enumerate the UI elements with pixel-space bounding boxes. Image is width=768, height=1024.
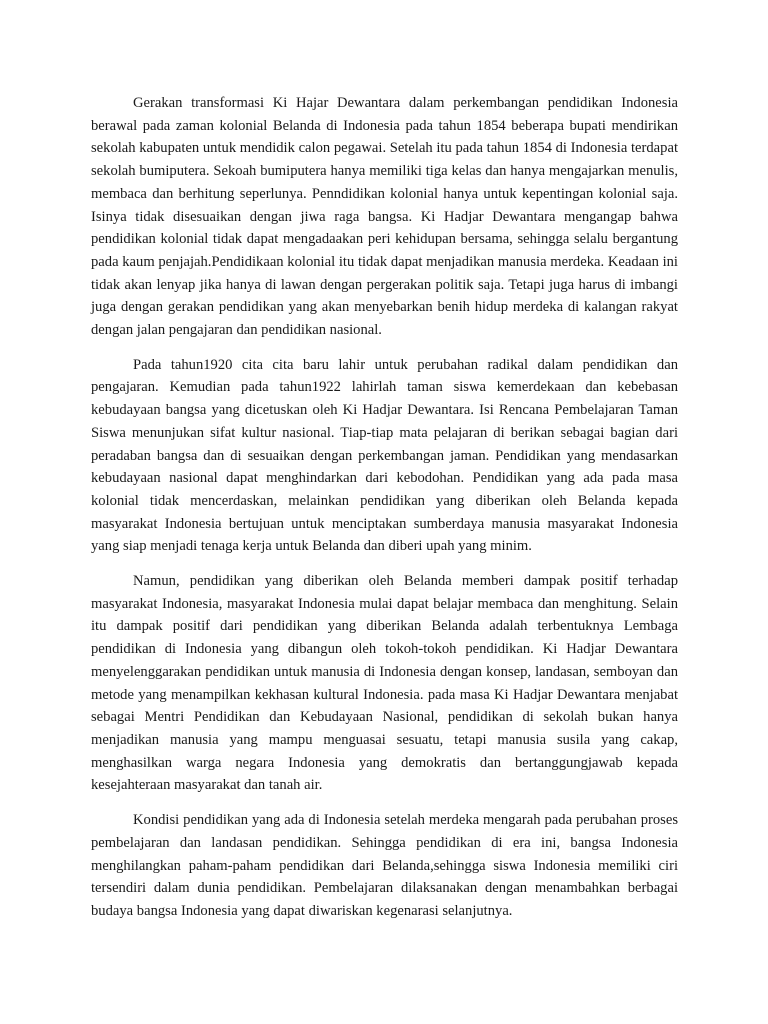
paragraph-4: Kondisi pendidikan yang ada di Indonesia setelah merdeka mengarah pada perubahan proses pembelajaran dan landasan pendidikan. Sehingga pendidikan di era ini, bangsa Indonesia menghilangkan paham-paham pendidikan dari Belanda,sehingga siswa Indonesia memiliki ciri tersendiri dalam dunia pendidikan. Pembelajaran dilaksanakan dengan menambahkan berbagai budaya bangsa Indonesia yang dapat diwariskan kegenarasi selanjutnya. [91,812,678,919]
paragraph-1: Gerakan transformasi Ki Hajar Dewantara dalam perkembangan pendidikan Indonesia berawal pada zaman kolonial Belanda di Indonesia pada tahun 1854 beberapa bupati mendirikan sekolah kabupaten untuk mendidik calon pegawai. Setelah itu pada tahun 1854 di Indonesia terdapat sekolah bumiputera. Sekoah bumiputera hanya memiliki tiga kelas dan hanya mengajarkan menulis, membaca dan berhitung seperlunya. Penndidikan kolonial hanya untuk kepentingan kolonial saja. Isinya tidak disesuaikan dengan jiwa raga bangsa. Ki Hadjar Dewantara mengangap bahwa pendidikan kolonial tidak dapat mengadaakan peri kehidupan bersama, sehingga selalu bergantung pada kaum penjajah.Pendidikaan kolonial itu tidak dapat menjadikan manusia merdeka. Keadaan ini tidak akan lenyap jika hanya di lawan dengan pergerakan politik saja. Tetapi juga harus di imbangi juga dengan gerakan pendidikan yang akan menyebarkan benih hidup merdeka di kalangan rakyat dengan jalan pengajaran dan pendidikan nasional. [91,95,678,339]
paragraph-2: Pada tahun1920 cita cita baru lahir untuk perubahan radikal dalam pendidikan dan pengajaran. Kemudian pada tahun1922 lahirlah taman siswa kemerdekaan dan kebebasan kebudayaan bangsa yang dicetuskan oleh Ki Hadjar Dewantara. Isi Rencana Pembelajaran Taman Siswa menunjukan sifat kultur nasional. Tiap-tiap mata pelajaran di berikan sebagai bagian dari peradaban bangsa dan di sesuaikan dengan perkembangan jaman. Pendidikan yang mendasarkan kebudayaan nasional dapat menghindarkan dari kebodohan. Pendidikan yang ada pada masa kolonial tidak mencerdaskan, melainkan pendidikan yang diberikan oleh Belanda kepada masyarakat Indonesia bertujuan untuk menciptakan sumberdaya manusia masyarakat Indonesia yang siap menjadi tenaga kerja untuk Belanda dan diberi upah yang minim. [91,356,678,555]
body-text [91,92,678,935]
paragraph-3: Namun, pendidikan yang diberikan oleh Belanda memberi dampak positif terhadap masyarakat Indonesia, masyarakat Indonesia mulai dapat belajar membaca dan menghitung. Selain itu dampak positif dari pendidikan yang diberikan Belanda adalah terbentuknya Lembaga pendidikan di Indonesia yang dibangun oleh tokoh-tokoh pendidikan. Ki Hadjar Dewantara menyelenggarakan pendidikan untuk manusia di Indonesia dengan konsep, landasan, semboyan dan metode yang menampilkan kekhasan kultural Indonesia. pada masa Ki Hadjar Dewantara menjabat sebagai Mentri Pendidikan dan Kebudayaan Nasional, pendidikan di sekolah bukan hanya menjadikan manusia yang mampu menguasai sesuatu, tetapi manusia susila yang cakap, menghasilkan warga negara Indonesia yang demokratis dan bertanggungjawab kepada kesejahteraan masyarakat dan tanah air. [91,573,678,794]
